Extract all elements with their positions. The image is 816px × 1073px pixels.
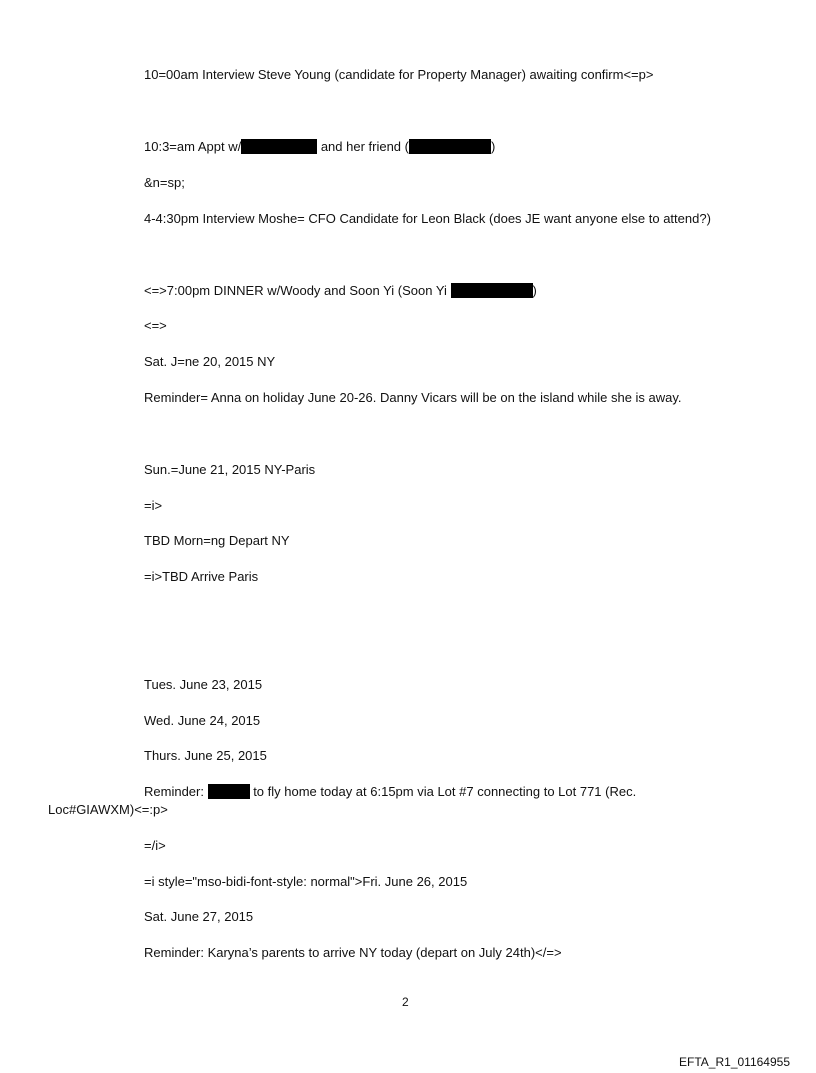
entry-dinner-text-a: <=>7:00pm DINNER w/Woody and Soon Yi (Soon Yi [144, 283, 451, 298]
entry-tag: =i> [144, 498, 163, 513]
date-sat-june-20: Sat. J=ne 20, 2015 NY [144, 354, 276, 369]
redaction-block [451, 283, 533, 298]
entry-interview-steve-young: 10=00am Interview Steve Young (candidate for Property Manager) awaiting confirm<=p> [144, 67, 654, 82]
date-thurs-june-25: Thurs. June 25, 2015 [144, 748, 267, 763]
entry-appt [144, 139, 495, 155]
entry-dinner [144, 283, 537, 299]
date-sat-june-27: Sat. June 27, 2015 [144, 909, 254, 924]
reminder-fly-home-text-b: to fly home today at 6:15pm via Lot #7 connecting to Lot 771 (Rec. [249, 784, 637, 799]
entry-depart-ny: TBD Morn=ng Depart NY [144, 533, 290, 548]
redaction-block [241, 139, 317, 154]
reminder-fly-home-text-a: Reminder: [144, 784, 208, 799]
entry-appt-text-b: and her friend ( [317, 139, 409, 154]
reminder-fly-home [144, 784, 636, 800]
date-wed-june-24: Wed. June 24, 2015 [144, 713, 261, 728]
redaction-block [409, 139, 491, 154]
reminder-fly-home-continued: Loc#GIAWXM)<=:p> [48, 802, 168, 817]
entry-dinner-text-b: ) [532, 283, 537, 298]
entry-tag: =/i> [144, 838, 166, 853]
page-number: 2 [402, 995, 409, 1009]
reminder-karyna-parents: Reminder: Karyna’s parents to arrive NY today (depart on July 24th)</=> [144, 945, 562, 960]
date-sun-june-21: Sun.=June 21, 2015 NY-Paris [144, 462, 316, 477]
entry-appt-text-a: 10:3=am Appt w/ [144, 139, 242, 154]
entry-nbsp: &n=sp; [144, 175, 185, 190]
redaction-block [208, 784, 250, 799]
reminder-anna: Reminder= Anna on holiday June 20-26. Danny Vicars will be on the island while she is away. [144, 390, 682, 405]
entry-arrive-paris: =i>TBD Arrive Paris [144, 569, 259, 584]
entry-appt-text-c: ) [490, 139, 496, 154]
document-id: EFTA_R1_01164955 [679, 1055, 790, 1069]
date-tues-june-23: Tues. June 23, 2015 [144, 677, 263, 692]
entry-interview-moshe: 4-4:30pm Interview Moshe= CFO Candidate for Leon Black (does JE want anyone else to attend?) [144, 211, 711, 226]
entry-tag: <=> [144, 318, 167, 333]
date-fri-june-26: =i style="mso-bidi-font-style: normal">Fri. June 26, 2015 [144, 874, 468, 889]
